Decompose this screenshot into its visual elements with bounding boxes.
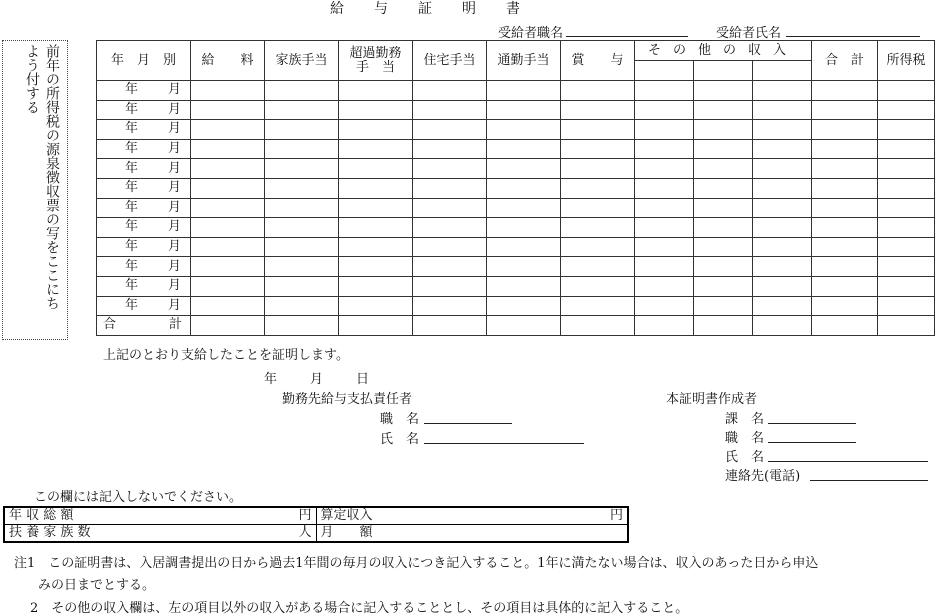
table-cell[interactable]: [265, 257, 339, 277]
table-row: [97, 198, 935, 218]
col-commute-allowance: 通勤手当: [487, 41, 561, 81]
note-1-line-2: みの日までとする。: [38, 578, 156, 593]
total-row: [97, 316, 935, 336]
table-row: [97, 159, 935, 179]
table-cell[interactable]: [413, 139, 487, 159]
row-year-label: 年: [125, 82, 139, 98]
table-cell[interactable]: [878, 198, 935, 218]
table-cell[interactable]: [812, 237, 878, 257]
table-cell[interactable]: [561, 296, 635, 316]
total-cell[interactable]: [561, 316, 635, 336]
table-cell[interactable]: [413, 198, 487, 218]
table-cell[interactable]: [265, 139, 339, 159]
row-year-label: 年: [125, 239, 139, 255]
table-cell[interactable]: [339, 218, 413, 238]
table-cell[interactable]: [753, 139, 812, 159]
table-cell[interactable]: [635, 139, 694, 159]
table-cell[interactable]: [694, 178, 753, 198]
table-cell[interactable]: [635, 296, 694, 316]
table-cell[interactable]: [694, 257, 753, 277]
annual-income-label: 年 収 総 額: [9, 508, 74, 523]
table-row: [97, 237, 935, 257]
col-overtime-line-1: 超過勤務: [349, 45, 402, 61]
calc-income-unit: 円: [609, 508, 623, 523]
table-cell[interactable]: [812, 139, 878, 159]
table-cell[interactable]: [487, 237, 561, 257]
office-box-instruction: この欄には記入しないでください。: [34, 490, 243, 505]
row-year-month[interactable]: [97, 139, 191, 159]
receipt-attach-area: [2, 40, 68, 340]
col-year-month: 年 月 別: [97, 41, 191, 81]
total-cell[interactable]: [191, 316, 265, 336]
side-note-line-2: よう付する: [24, 44, 40, 114]
row-month-label: 月: [167, 219, 181, 235]
table-cell[interactable]: [878, 276, 935, 296]
table-cell[interactable]: [812, 198, 878, 218]
row-year-month[interactable]: [97, 218, 191, 238]
col-other-1[interactable]: [635, 61, 694, 81]
table-cell[interactable]: [487, 159, 561, 179]
col-other-2[interactable]: [694, 61, 753, 81]
table-cell[interactable]: [753, 296, 812, 316]
creator-name-field[interactable]: [768, 445, 928, 462]
row-month-label: 月: [167, 239, 181, 255]
recipient-position-field[interactable]: [566, 20, 688, 37]
table-cell[interactable]: [339, 100, 413, 120]
total-cell[interactable]: [694, 316, 753, 336]
table-cell[interactable]: [753, 159, 812, 179]
table-row: [97, 139, 935, 159]
table-cell[interactable]: [339, 296, 413, 316]
table-cell[interactable]: [339, 178, 413, 198]
table-cell[interactable]: [265, 120, 339, 140]
table-cell[interactable]: [487, 257, 561, 277]
table-cell[interactable]: [635, 257, 694, 277]
table-cell[interactable]: [812, 276, 878, 296]
table-cell[interactable]: [753, 81, 812, 101]
payer-position-field[interactable]: [424, 407, 512, 424]
table-cell[interactable]: [753, 276, 812, 296]
creator-position-field[interactable]: [768, 426, 856, 443]
table-row: [97, 276, 935, 296]
table-cell[interactable]: [635, 178, 694, 198]
table-cell[interactable]: [561, 120, 635, 140]
table-cell[interactable]: [753, 178, 812, 198]
table-cell[interactable]: [878, 139, 935, 159]
table-cell[interactable]: [694, 198, 753, 218]
row-month-label: 月: [167, 121, 181, 137]
col-overtime-line-2: 手 当: [355, 59, 395, 75]
total-cell[interactable]: [339, 316, 413, 336]
table-cell[interactable]: [753, 218, 812, 238]
row-year-label: 年: [125, 160, 139, 176]
side-note-line-1: 前年の所得税の源泉徴収票の写をここにち: [44, 44, 60, 310]
row-year-label: 年: [125, 297, 139, 313]
col-overtime: [339, 41, 413, 81]
table-cell[interactable]: [694, 218, 753, 238]
table-cell[interactable]: [812, 120, 878, 140]
note-1-line-1: 注1 この証明書は、入居調書提出の日から過去1年間の毎月の収入につき記入すること。1年に満たない場合は、収入のあった日から申込: [14, 556, 819, 571]
table-cell[interactable]: [265, 296, 339, 316]
certify-text: 上記のとおり支給したことを証明します。: [103, 348, 349, 363]
table-cell[interactable]: [753, 120, 812, 140]
row-year-label: 年: [125, 278, 139, 294]
calc-income-label: 算定収入: [320, 508, 373, 523]
creator-contact-field[interactable]: [810, 464, 928, 481]
table-cell[interactable]: [191, 159, 265, 179]
table-cell[interactable]: [753, 100, 812, 120]
table-cell[interactable]: [635, 237, 694, 257]
table-cell[interactable]: [812, 81, 878, 101]
creator-heading: 本証明書作成者: [666, 392, 758, 407]
table-cell[interactable]: [561, 139, 635, 159]
table-cell[interactable]: [413, 218, 487, 238]
table-cell[interactable]: [812, 218, 878, 238]
table-cell[interactable]: [694, 100, 753, 120]
row-year-month[interactable]: [97, 159, 191, 179]
total-label-cell: [97, 316, 191, 336]
table-cell[interactable]: [339, 139, 413, 159]
table-cell[interactable]: [561, 159, 635, 179]
annual-income-unit: 円: [298, 508, 312, 523]
table-cell[interactable]: [191, 139, 265, 159]
recipient-position-label: 受給者職名: [498, 26, 564, 41]
total-cell[interactable]: [753, 316, 812, 336]
table-cell[interactable]: [561, 81, 635, 101]
total-cell[interactable]: [635, 316, 694, 336]
table-cell[interactable]: [413, 120, 487, 140]
table-row: [97, 178, 935, 198]
table-cell[interactable]: [191, 178, 265, 198]
row-month-label: 月: [167, 141, 181, 157]
row-year-month[interactable]: [97, 296, 191, 316]
table-cell[interactable]: [487, 218, 561, 238]
table-cell[interactable]: [753, 257, 812, 277]
table-cell[interactable]: [487, 139, 561, 159]
row-year-month[interactable]: [97, 120, 191, 140]
table-cell[interactable]: [635, 276, 694, 296]
salary-table: [96, 40, 935, 336]
table-cell[interactable]: [339, 237, 413, 257]
table-cell[interactable]: [339, 81, 413, 101]
table-cell[interactable]: [878, 218, 935, 238]
table-cell[interactable]: [561, 257, 635, 277]
table-cell[interactable]: [191, 198, 265, 218]
table-cell[interactable]: [487, 296, 561, 316]
date-year: 年: [264, 372, 278, 387]
table-cell[interactable]: [635, 120, 694, 140]
total-cell[interactable]: [487, 316, 561, 336]
col-other-3[interactable]: [753, 61, 812, 81]
table-cell[interactable]: [413, 159, 487, 179]
table-cell[interactable]: [635, 198, 694, 218]
row-year-label: 年: [125, 101, 139, 117]
dependents-unit: 人: [298, 525, 312, 540]
table-cell[interactable]: [265, 81, 339, 101]
table-cell[interactable]: [561, 218, 635, 238]
table-row: [97, 120, 935, 140]
row-year-month[interactable]: [97, 178, 191, 198]
table-cell[interactable]: [191, 100, 265, 120]
row-year-month[interactable]: [97, 100, 191, 120]
row-year-label: 年: [125, 258, 139, 274]
row-year-month[interactable]: [97, 257, 191, 277]
payer-position-label: 職 名: [380, 412, 420, 427]
table-cell[interactable]: [265, 159, 339, 179]
date-day: 日: [356, 372, 370, 387]
table-row: [97, 81, 935, 101]
table-cell[interactable]: [413, 276, 487, 296]
table-cell[interactable]: [694, 120, 753, 140]
table-cell[interactable]: [635, 218, 694, 238]
dependents-label: 扶 養 家 族 数: [9, 525, 91, 540]
creator-name-label: 氏 名: [725, 450, 765, 465]
total-cell[interactable]: [878, 316, 935, 336]
row-year-label: 年: [125, 121, 139, 137]
table-cell[interactable]: [265, 218, 339, 238]
col-housing-allowance: 住宅手当: [413, 41, 487, 81]
table-cell[interactable]: [339, 276, 413, 296]
col-salary: 給 料: [191, 41, 265, 81]
row-month-label: 月: [167, 199, 181, 215]
table-cell[interactable]: [694, 159, 753, 179]
table-cell[interactable]: [635, 100, 694, 120]
row-month-label: 月: [167, 297, 181, 313]
row-month-label: 月: [167, 160, 181, 176]
table-cell[interactable]: [878, 120, 935, 140]
table-cell[interactable]: [265, 198, 339, 218]
total-cell[interactable]: [812, 316, 878, 336]
table-cell[interactable]: [487, 120, 561, 140]
row-month-label: 月: [167, 101, 181, 117]
form-title: 給与証明書: [330, 1, 550, 17]
table-cell[interactable]: [753, 237, 812, 257]
table-cell[interactable]: [812, 257, 878, 277]
table-cell[interactable]: [413, 81, 487, 101]
table-cell[interactable]: [487, 81, 561, 101]
table-cell[interactable]: [878, 100, 935, 120]
table-cell[interactable]: [487, 198, 561, 218]
table-cell[interactable]: [265, 276, 339, 296]
table-row: [97, 296, 935, 316]
row-year-label: 年: [125, 199, 139, 215]
table-cell[interactable]: [561, 276, 635, 296]
note-2: 2 その他の収入欄は、左の項目以外の収入がある場合に記入することとし、その項目は具体的に記入すること。: [30, 601, 689, 616]
table-cell[interactable]: [812, 178, 878, 198]
table-cell[interactable]: [812, 100, 878, 120]
table-cell[interactable]: [487, 100, 561, 120]
payer-name-field[interactable]: [424, 427, 584, 444]
table-cell[interactable]: [878, 237, 935, 257]
payer-name-label: 氏 名: [380, 432, 420, 447]
row-year-label: 年: [125, 180, 139, 196]
table-cell[interactable]: [413, 100, 487, 120]
table-cell[interactable]: [265, 237, 339, 257]
monthly-amount-label: 月 額: [320, 525, 373, 540]
table-cell[interactable]: [635, 159, 694, 179]
table-cell[interactable]: [878, 159, 935, 179]
row-month-label: 月: [167, 278, 181, 294]
table-cell[interactable]: [694, 139, 753, 159]
table-cell[interactable]: [561, 100, 635, 120]
table-cell[interactable]: [878, 81, 935, 101]
total-cell[interactable]: [265, 316, 339, 336]
table-cell[interactable]: [413, 257, 487, 277]
table-cell[interactable]: [191, 120, 265, 140]
table-cell[interactable]: [191, 237, 265, 257]
table-cell[interactable]: [191, 296, 265, 316]
row-year-month[interactable]: [97, 276, 191, 296]
creator-section-label: 課 名: [725, 412, 765, 427]
creator-contact-label: 連絡先(電話): [725, 469, 801, 484]
table-cell[interactable]: [339, 257, 413, 277]
table-cell[interactable]: [413, 296, 487, 316]
table-cell[interactable]: [812, 296, 878, 316]
table-cell[interactable]: [339, 198, 413, 218]
col-bonus: 賞 与: [561, 41, 635, 81]
table-row: [97, 218, 935, 238]
table-cell[interactable]: [191, 81, 265, 101]
col-income-tax: 所得税: [878, 41, 935, 81]
table-cell[interactable]: [561, 178, 635, 198]
table-cell[interactable]: [413, 178, 487, 198]
row-month-label: 月: [167, 82, 181, 98]
table-cell[interactable]: [694, 237, 753, 257]
table-cell[interactable]: [878, 178, 935, 198]
table-cell[interactable]: [191, 218, 265, 238]
row-year-month[interactable]: [97, 237, 191, 257]
table-cell[interactable]: [878, 296, 935, 316]
row-year-label: 年: [125, 219, 139, 235]
total-cell[interactable]: [413, 316, 487, 336]
table-cell[interactable]: [694, 296, 753, 316]
table-cell[interactable]: [339, 120, 413, 140]
date-month: 月: [310, 372, 324, 387]
table-cell[interactable]: [635, 81, 694, 101]
creator-position-label: 職 名: [725, 431, 765, 446]
payer-heading: 勤務先給与支払責任者: [282, 392, 413, 407]
col-family-allowance: 家族手当: [265, 41, 339, 81]
table-cell[interactable]: [694, 276, 753, 296]
table-cell[interactable]: [487, 276, 561, 296]
col-total: 合 計: [812, 41, 878, 81]
table-cell[interactable]: [339, 159, 413, 179]
table-cell[interactable]: [487, 178, 561, 198]
table-cell[interactable]: [561, 198, 635, 218]
table-cell[interactable]: [812, 159, 878, 179]
table-cell[interactable]: [753, 198, 812, 218]
table-cell[interactable]: [265, 100, 339, 120]
table-cell[interactable]: [878, 257, 935, 277]
recipient-name-field[interactable]: [786, 20, 920, 37]
row-year-month[interactable]: [97, 81, 191, 101]
total-label-1: 合: [103, 317, 117, 333]
table-cell[interactable]: [694, 81, 753, 101]
total-label-2: 計: [168, 317, 182, 333]
row-month-label: 月: [167, 180, 181, 196]
row-year-label: 年: [125, 141, 139, 157]
recipient-name-label: 受給者氏名: [716, 26, 782, 41]
row-year-month[interactable]: [97, 198, 191, 218]
table-row: [97, 257, 935, 277]
table-row: [97, 100, 935, 120]
table-cell[interactable]: [265, 178, 339, 198]
table-cell[interactable]: [191, 276, 265, 296]
creator-section-field[interactable]: [768, 407, 856, 424]
table-cell[interactable]: [561, 237, 635, 257]
row-month-label: 月: [167, 258, 181, 274]
col-other-income: その他の収入: [635, 41, 812, 61]
table-cell[interactable]: [191, 257, 265, 277]
table-cell[interactable]: [413, 237, 487, 257]
office-use-box: [3, 506, 629, 543]
